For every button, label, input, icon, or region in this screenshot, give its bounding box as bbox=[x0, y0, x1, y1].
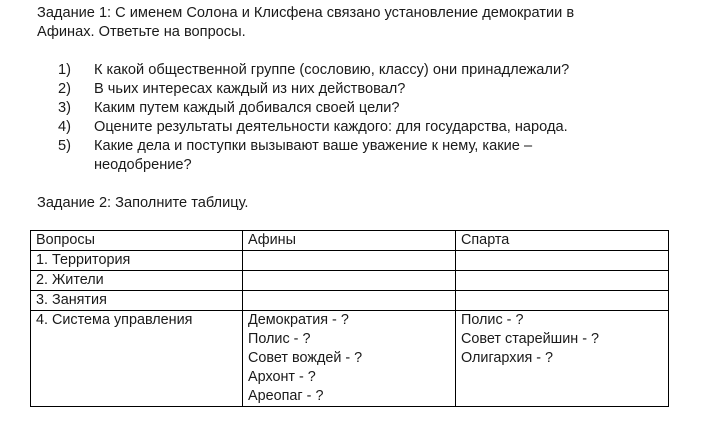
question-number: 4) bbox=[58, 119, 71, 135]
question-item bbox=[58, 61, 678, 80]
sparta-item: Олигархия - ? bbox=[461, 350, 554, 366]
athens-item: Демократия - ? bbox=[248, 312, 349, 328]
sparta-item: Совет старейшин - ? bbox=[461, 331, 599, 347]
question-list bbox=[58, 61, 678, 175]
table-header-row bbox=[31, 231, 669, 251]
row-question: 4. Система управления bbox=[31, 311, 243, 407]
table-row bbox=[31, 271, 669, 291]
question-number: 5) bbox=[58, 138, 71, 154]
athens-cell bbox=[243, 291, 456, 311]
athens-cell bbox=[243, 311, 456, 407]
question-text: Оцените результаты деятельности каждого: для государства, народа. bbox=[94, 119, 568, 135]
task-1-line-2: Афинах. Ответьте на вопросы. bbox=[37, 24, 246, 40]
comparison-table bbox=[30, 230, 669, 407]
task-2-heading: Задание 2: Заполните таблицу. bbox=[37, 195, 249, 211]
table-row bbox=[31, 251, 669, 271]
question-number: 3) bbox=[58, 100, 71, 116]
athens-item: Архонт - ? bbox=[248, 369, 316, 385]
task-1-line-1: Задание 1: С именем Солона и Клисфена связано установление демократии в bbox=[37, 5, 575, 21]
sparta-item: Полис - ? bbox=[461, 312, 524, 328]
sparta-cell bbox=[456, 311, 669, 407]
question-item bbox=[58, 137, 678, 175]
question-item bbox=[58, 99, 678, 118]
row-question: 2. Жители bbox=[31, 271, 243, 291]
sparta-cell bbox=[456, 251, 669, 271]
header-sparta: Спарта bbox=[456, 231, 669, 251]
athens-item: Ареопаг - ? bbox=[248, 388, 324, 404]
question-text: Каким путем каждый добивался своей цели? bbox=[94, 100, 400, 116]
table-row bbox=[31, 291, 669, 311]
question-number: 2) bbox=[58, 81, 71, 97]
athens-cell bbox=[243, 251, 456, 271]
header-athens: Афины bbox=[243, 231, 456, 251]
row-question: 3. Занятия bbox=[31, 291, 243, 311]
athens-item: Совет вождей - ? bbox=[248, 350, 363, 366]
table-row bbox=[31, 311, 669, 407]
question-item bbox=[58, 118, 678, 137]
header-questions: Вопросы bbox=[31, 231, 243, 251]
question-text: К какой общественной группе (сословию, классу) они принадлежали? bbox=[94, 62, 570, 78]
row-question: 1. Территория bbox=[31, 251, 243, 271]
athens-item: Полис - ? bbox=[248, 331, 311, 347]
question-number: 1) bbox=[58, 62, 71, 78]
sparta-cell bbox=[456, 271, 669, 291]
question-text: В чьих интересах каждый из них действовал? bbox=[94, 81, 406, 97]
question-text-continued: неодобрение? bbox=[94, 157, 192, 173]
question-text: Какие дела и поступки вызывают ваше уважение к нему, какие – bbox=[94, 138, 533, 154]
task-1-intro bbox=[37, 4, 677, 42]
sparta-cell bbox=[456, 291, 669, 311]
question-item bbox=[58, 80, 678, 99]
athens-cell bbox=[243, 271, 456, 291]
